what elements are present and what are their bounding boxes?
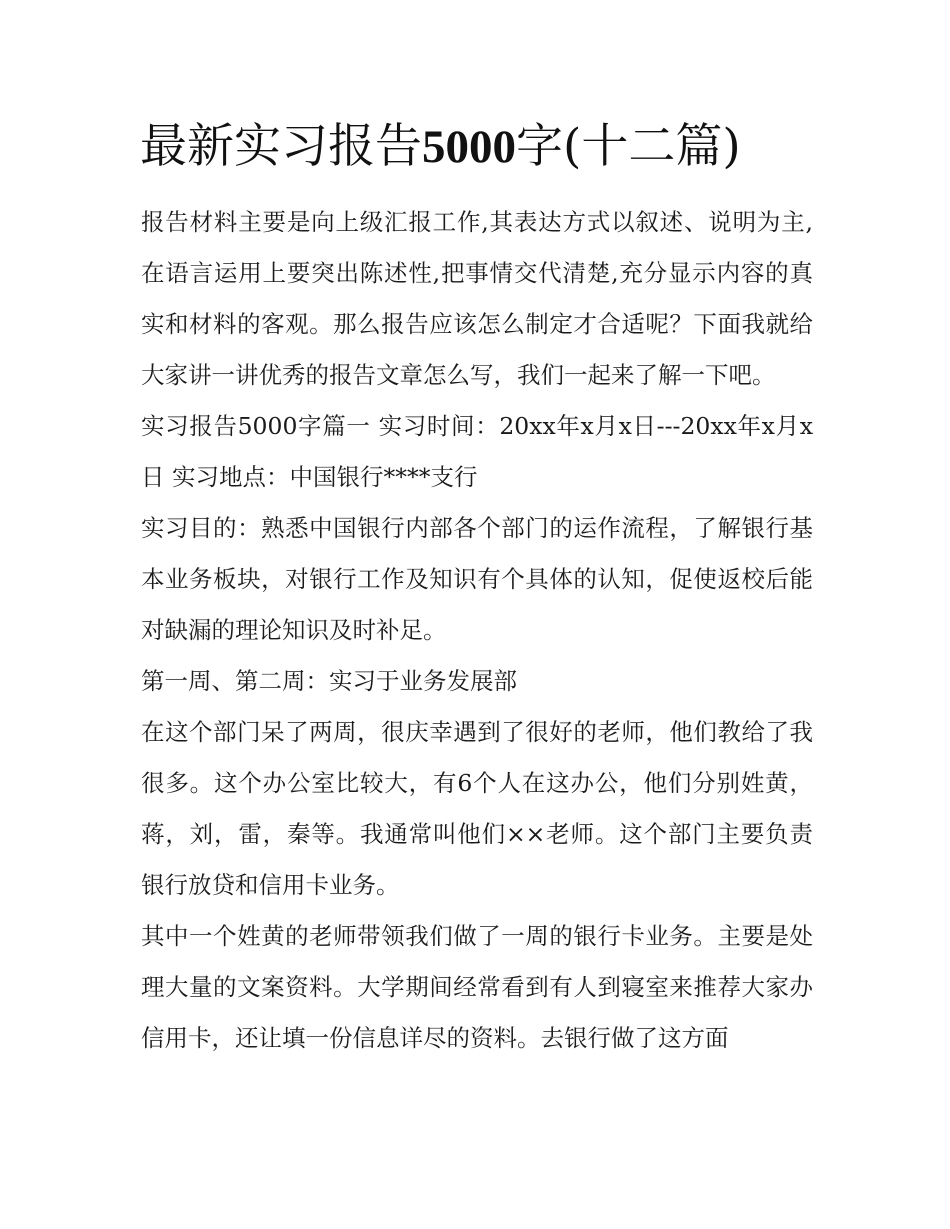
paragraph-bank-card: 其中一个姓黄的老师带领我们做了一周的银行卡业务。主要是处理大量的文案资料。大学期间经常看到有人到寝室来推荐大家办信用卡，还让填一份信息详尽的资料。去银行做了这方面 [141,922,813,1052]
title-prefix: 最新实习报告 [140,119,422,174]
paragraph-department: 在这个部门呆了两周，很庆幸遇到了很好的老师，他们教给了我很多。这个办公室比较大，有6个人在这办公，他们分别姓黄，蒋，刘，雷，秦等。我通常叫他们××老师。这个部门主要负责银行放贷和信用卡业务。 [141,718,813,899]
document-body [141,197,813,1064]
document-title [140,114,820,180]
paragraph-purpose: 实习目的：熟悉中国银行内部各个部门的运作流程，了解银行基本业务板块，对银行工作及知识有个具体的认知，促使返校后能对缺漏的理论知识及时补足。 [141,514,813,644]
paragraph-time-location: 实习报告5000字篇一 实习时间：20xx年x月x日---20xx年x月x日 实习地点：中国银行****支行 [141,412,813,491]
paragraph-week-heading: 第一周、第二周：实习于业务发展部 [141,667,517,695]
paragraph-intro: 报告材料主要是向上级汇报工作,其表达方式以叙述、说明为主,在语言运用上要突出陈述性,把事情交代清楚,充分显示内容的真实和材料的客观。那么报告应该怎么制定才合适呢？下面我就给大家讲一讲优秀的报告文章怎么写，我们一起来了解一下吧。 [141,208,813,389]
title-suffix: 字(十二篇) [516,119,741,174]
title-number: 5000 [422,121,516,173]
